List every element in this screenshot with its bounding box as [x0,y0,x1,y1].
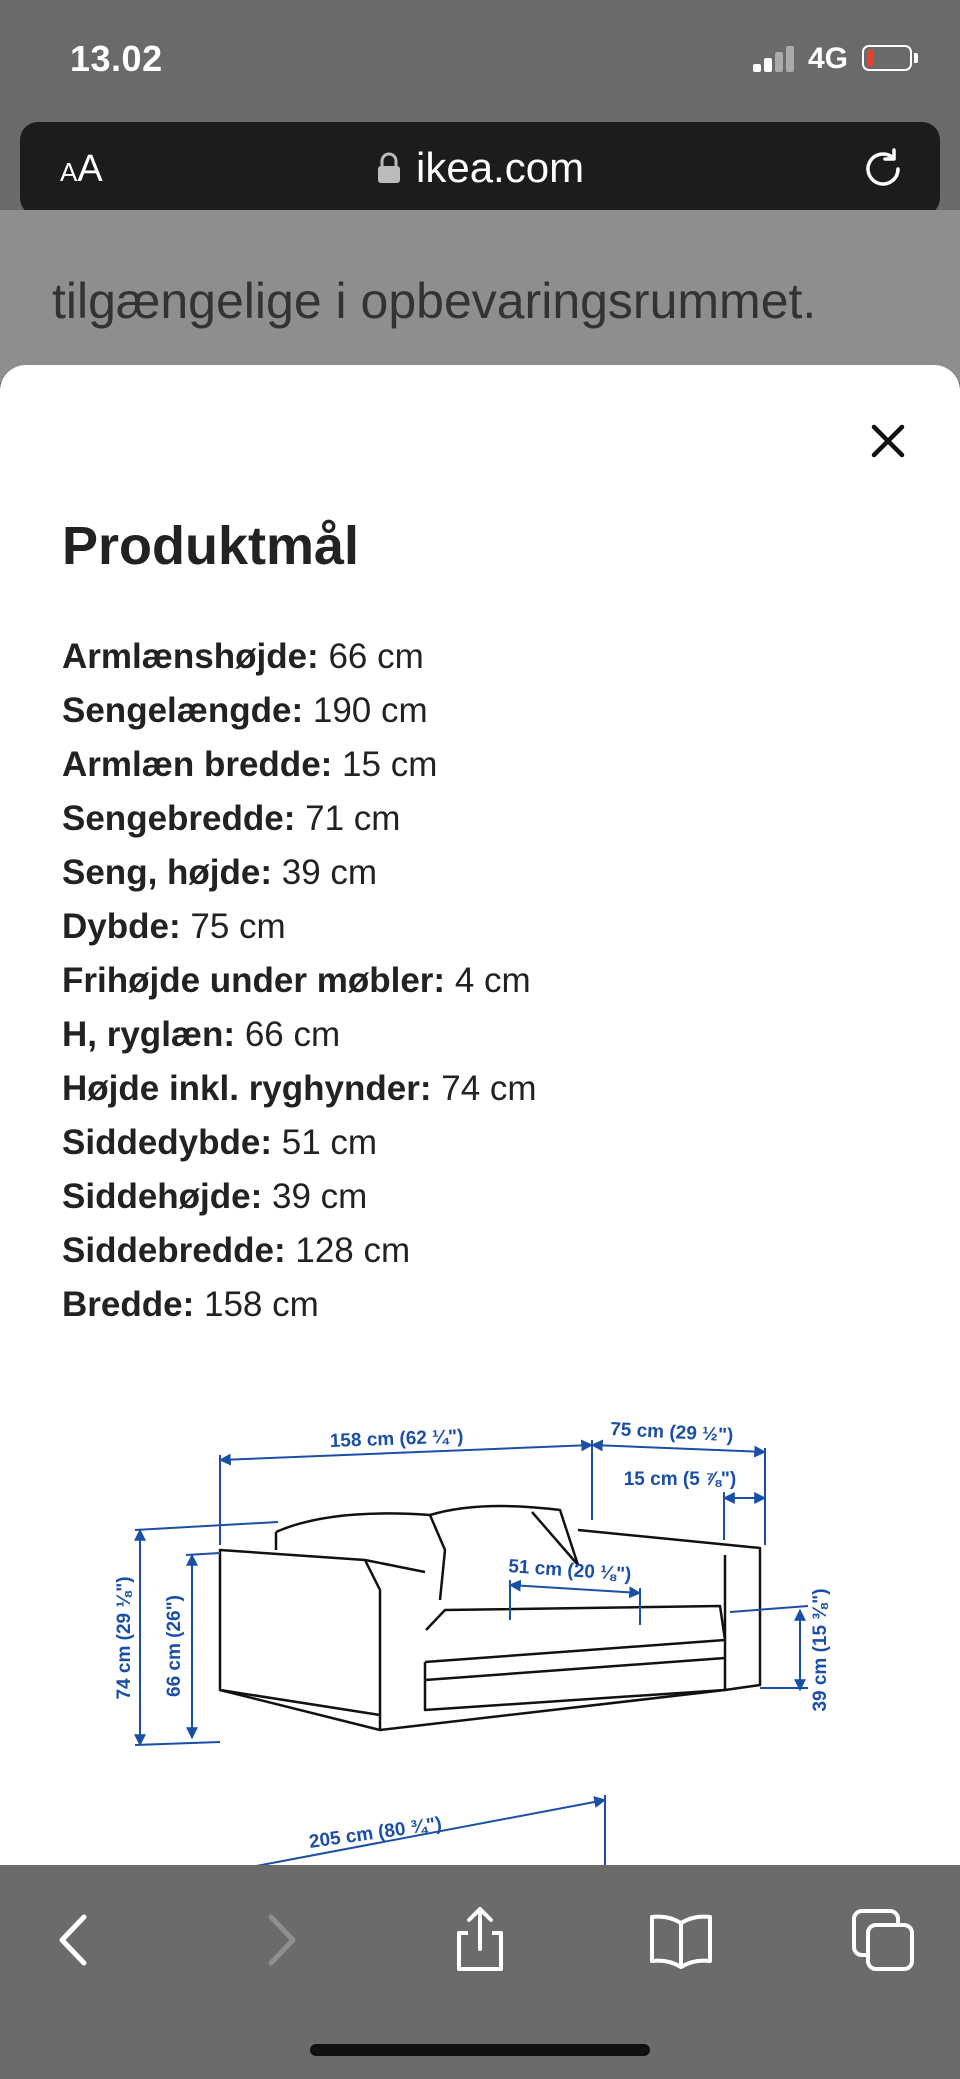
dimension-row: Armlænshøjde: 66 cm [62,637,424,676]
battery-tip [914,53,918,63]
forward-icon[interactable] [245,1905,315,1975]
share-icon[interactable] [445,1905,515,1975]
reload-icon[interactable] [858,144,908,194]
dimension-row: Seng, højde: 39 cm [62,853,378,892]
seat-height-label: 39 cm (15 ⅜") [810,1588,831,1712]
sofa-dimension-diagram [100,1400,860,1865]
back-icon[interactable] [40,1905,110,1975]
dimension-row: Bredde: 158 cm [62,1285,319,1324]
seat-depth-label: 51 cm (20 ⅛") [507,1556,632,1586]
page-title: Produktmål [62,516,360,576]
background-page-top [0,210,960,242]
dimension-row: Siddehøjde: 39 cm [62,1177,368,1216]
armrest-height-label: 66 cm (26") [164,1595,185,1697]
network-type: 4G [808,42,849,75]
dimension-row: Armlæn bredde: 15 cm [62,745,438,784]
home-indicator[interactable] [310,2044,650,2056]
bookmarks-icon[interactable] [646,1905,716,1975]
depth-label: 75 cm (29 ½") [609,1419,734,1447]
tabs-icon[interactable] [848,1905,918,1975]
armrest-width-label: 15 cm (5 ⅞") [623,1469,737,1490]
dimension-row: Dybde: 75 cm [62,907,286,946]
height-cushions-label: 74 cm (29 ⅛") [114,1576,135,1700]
dimensions-list [62,630,537,1332]
dimension-row: H, ryglæn: 66 cm [62,1015,341,1054]
dimension-row: Frihøjde under møbler: 4 cm [62,961,531,1000]
url-text[interactable]: ikea.com [416,144,585,191]
status-time: 13.02 [70,38,163,79]
dimension-row: Sengebredde: 71 cm [62,799,401,838]
dimension-row: Siddebredde: 128 cm [62,1231,411,1270]
signal-strength-icon [753,44,797,72]
status-bar [0,0,960,120]
address-bar[interactable] [20,122,940,216]
bed-length-label: 205 cm (80 ¾") [307,1813,444,1853]
product-dimensions-sheet [0,365,960,1865]
dimension-row: Siddedybde: 51 cm [62,1123,378,1162]
text-size-button[interactable]: AA [60,148,103,190]
battery-icon [862,45,912,71]
background-page-text: tilgængelige i opbevaringsrummet. [52,273,817,329]
background-page [0,242,960,382]
width-label: 158 cm (62 ¼") [329,1426,464,1452]
lock-icon [376,152,402,184]
sofa-drawing [220,1506,760,1730]
close-icon[interactable] [862,415,914,467]
dimension-row: Sengelængde: 190 cm [62,691,428,730]
dimension-row: Højde inkl. ryghynder: 74 cm [62,1069,537,1108]
